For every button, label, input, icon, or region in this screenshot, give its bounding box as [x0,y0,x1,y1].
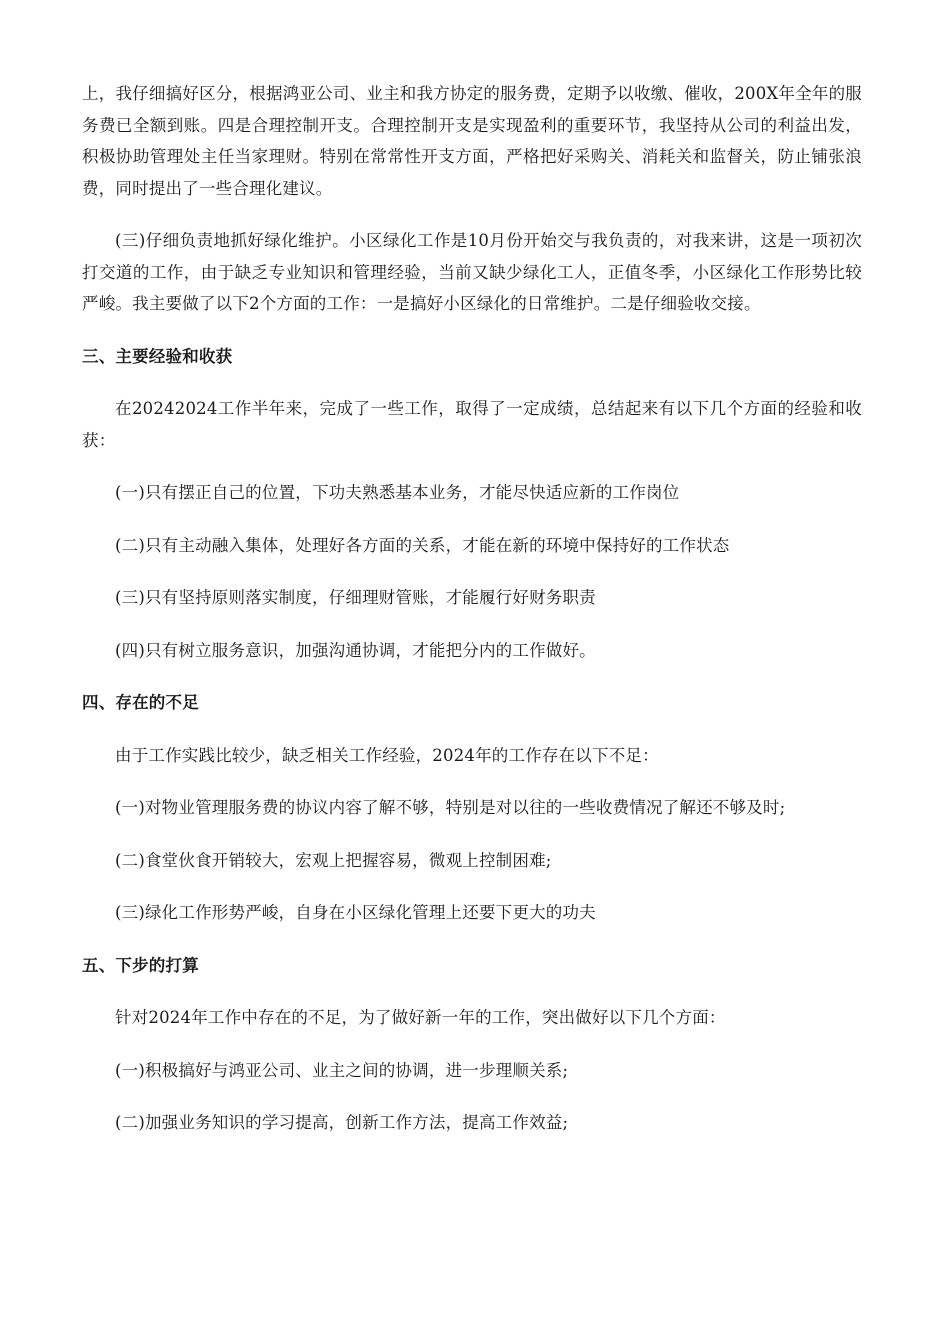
list-item: (二)只有主动融入集体，处理好各方面的关系，才能在新的环境中保持好的工作状态 [115,535,730,555]
list-item: (一)积极搞好与鸿亚公司、业主之间的协调，进一步理顺关系; [115,1060,569,1080]
list-item: (二)食堂伙食开销较大，宏观上把握容易，微观上控制困难; [115,850,552,870]
list-item: (三)只有坚持原则落实制度，仔细理财管账，才能履行好财务职责 [115,588,596,607]
list-item: (一)对物业管理服务费的协议内容了解不够，特别是对以往的一些收费情况了解还不够及时; [115,798,786,817]
list-item: (三)绿化工作形势严峻，自身在小区绿化管理上还要下更大的功夫 [115,903,596,922]
document-page [82,78,862,1139]
section-heading-plans: 五、下步的打算 [82,955,199,975]
section-intro-experience: 在20242024工作半年来，完成了一些工作，取得了一定成绩，总结起来有以下几个方面的经验和收获： [82,399,862,450]
section-intro-shortcomings: 由于工作实践比较少，缺乏相关工作经验，2024年的工作存在以下不足： [115,745,659,765]
list-item: (四)只有树立服务意识，加强沟通协调，才能把分内的工作做好。 [115,640,596,660]
section-heading-experience: 三、主要经验和收获 [82,346,233,366]
paragraph-greening: (三)仔细负责地抓好绿化维护。小区绿化工作是10月份开始交与我负责的，对我来讲，这是一项初次打交道的工作，由于缺乏专业知识和管理经验，当前又缺少绿化工人，正值冬季，小区绿化工作形势比较严峻。我主要做了以下2个方面的工作：一是搞好小区绿化的日常维护。二是仔细验收交接。 [82,231,862,313]
paragraph-continued: 上，我仔细搞好区分，根据鸿亚公司、业主和我方协定的服务费，定期予以收缴、催收，200X年全年的服务费已全额到账。四是合理控制开支。合理控制开支是实现盈利的重要环节，我坚持从公司的利益出发，积极协助管理处主任当家理财。特别在常常性开支方面，严格把好采购关、消耗关和监督关，防止铺张浪费，同时提出了一些合理化建议。 [82,84,862,198]
section-intro-plans: 针对2024年工作中存在的不足，为了做好新一年的工作，突出做好以下几个方面： [115,1008,726,1027]
section-heading-shortcomings: 四、存在的不足 [82,693,199,712]
list-item: (二)加强业务知识的学习提高，创新工作方法，提高工作效益; [115,1113,569,1132]
list-item: (一)只有摆正自己的位置，下功夫熟悉基本业务，才能尽快适应新的工作岗位 [115,483,680,502]
